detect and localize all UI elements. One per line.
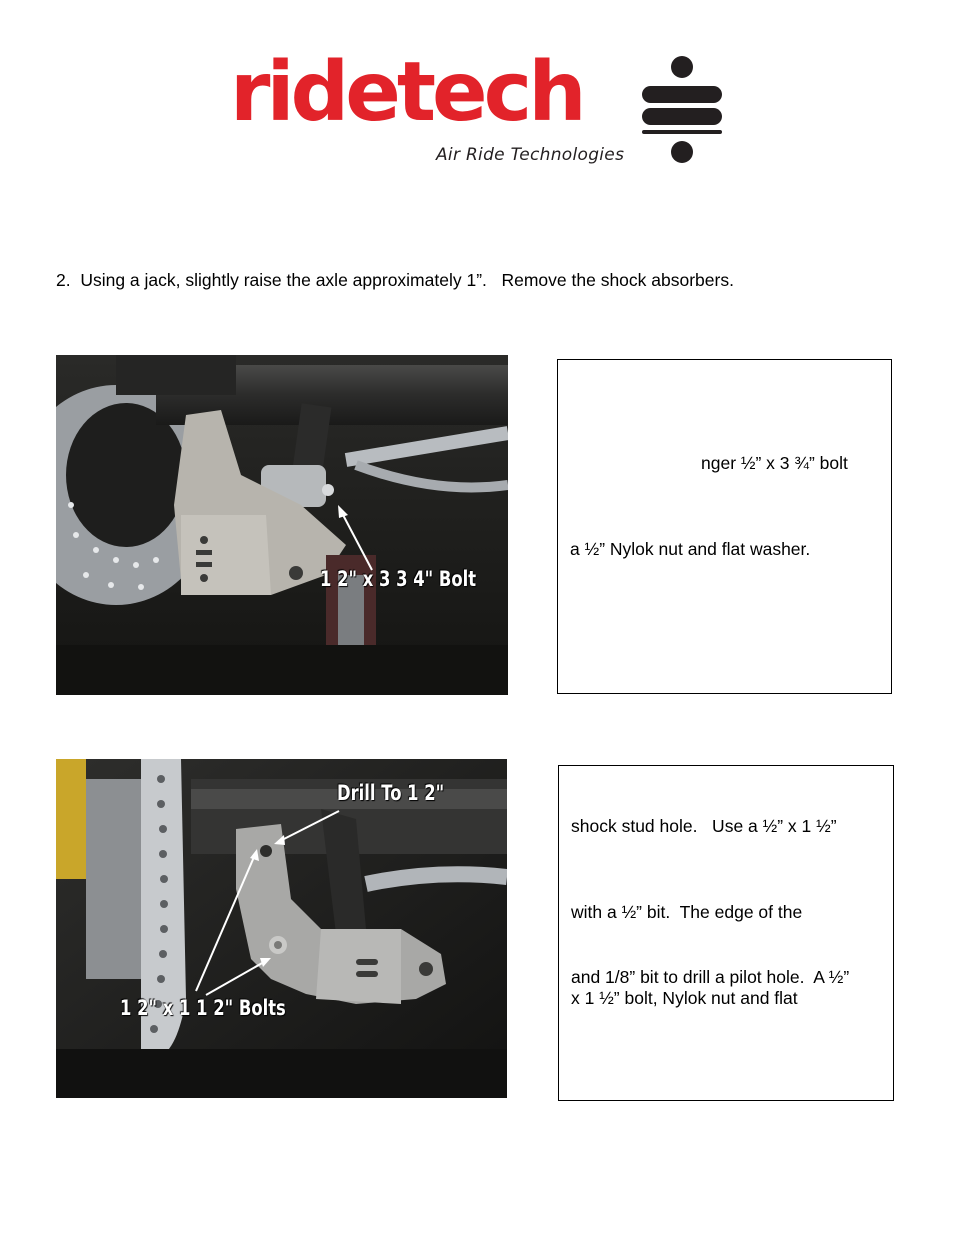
box1-line: nger ½” x 3 ¾” bolt <box>701 453 848 473</box>
instruction-box-1 <box>557 359 892 694</box>
box2-line: shock stud hole. Use a ½” x 1 ½” <box>571 816 837 836</box>
logo-tagline: Air Ride Technologies <box>436 145 625 165</box>
photo-bracket-drill <box>56 759 507 1098</box>
photo1-bolt-label: 1 2" x 3 3 4" Bolt <box>320 567 477 591</box>
logo-wordmark: ridetech <box>230 45 583 140</box>
box1-line: a ½” Nylok nut and flat washer. <box>570 539 811 559</box>
ridetech-mark-icon <box>640 54 724 166</box>
box2-line: x 1 ½” bolt, Nylok nut and flat <box>571 988 798 1008</box>
photo-shock-mount-bolt <box>56 355 508 695</box>
photo2-bolts-label: 1 2" x 1 1 2" Bolts <box>120 996 286 1020</box>
step-instruction: 2. Using a jack, slightly raise the axle approximately 1”. Remove the shock absorbers. <box>56 270 734 290</box>
box2-line: and 1/8” bit to drill a pilot hole. A ½” <box>571 967 850 987</box>
box2-line: with a ½” bit. The edge of the <box>571 902 803 922</box>
instruction-box-2 <box>558 765 894 1101</box>
photo2-drill-label: Drill To 1 2" <box>337 781 445 805</box>
